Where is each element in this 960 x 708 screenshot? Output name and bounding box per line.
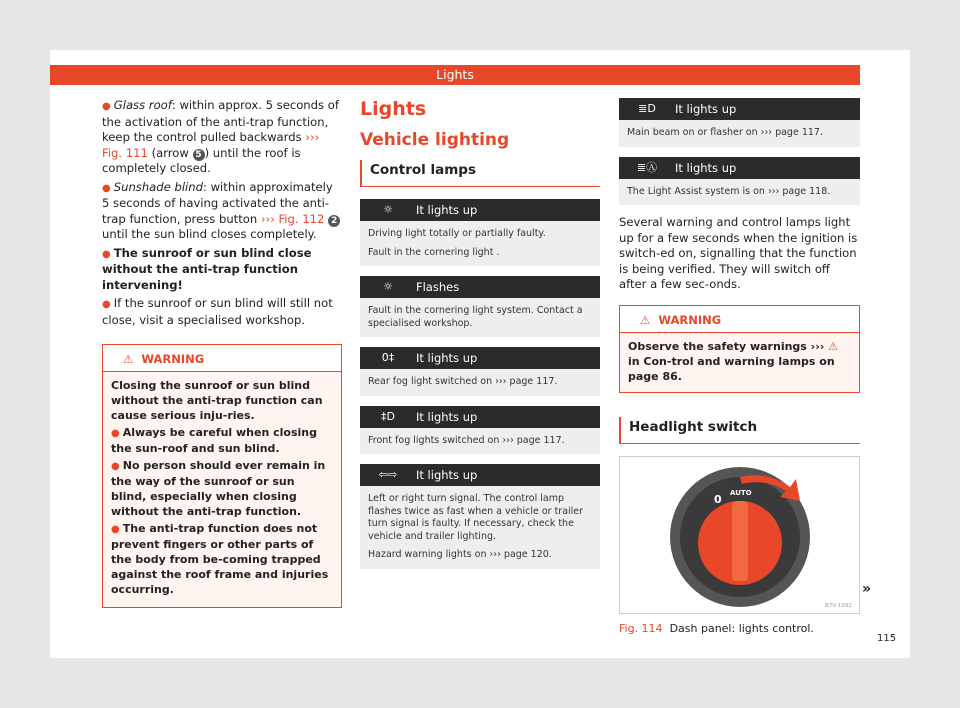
- lamp-header: [360, 276, 600, 298]
- info-paragraph: Several warning and control lamps light up for a few seconds when the ignition is switch-ed on, signalling that the function is being verified. They will switch off after a few sec-onds.: [619, 215, 858, 291]
- lamp-list: [619, 98, 860, 205]
- column-2: [360, 98, 600, 579]
- figure-caption: [619, 622, 860, 635]
- bullet-icon: ●: [111, 428, 120, 439]
- lamp-icon: ☼: [383, 280, 393, 293]
- header-bar: [50, 65, 860, 85]
- lamp-status: It lights up: [416, 468, 478, 482]
- lamp-text: Driving light totally or partially faulty.: [368, 228, 546, 239]
- bullet-glass-roof: [102, 98, 342, 177]
- lamp-text: Hazard warning lights on ››› page 120.: [368, 549, 552, 560]
- lamp-header: [360, 199, 600, 221]
- caption-ref: Fig. 114: [619, 621, 663, 635]
- bullet-warning-note: [102, 246, 342, 294]
- control-lamps-heading: Control lamps: [360, 160, 600, 187]
- text: (arrow: [147, 145, 193, 160]
- lamp-text: The Light Assist system is on ››› page 118.: [627, 185, 831, 197]
- lamp-icon: ≣D: [638, 102, 656, 115]
- warning-box: [619, 305, 860, 393]
- warning-header: [103, 345, 341, 372]
- lamp-status: It lights up: [416, 203, 478, 217]
- callout-number: 2: [328, 215, 340, 227]
- lamp-status: It lights up: [675, 160, 737, 175]
- text: If the sunroof or sun blind will still not close, visit a specialised workshop.: [102, 296, 333, 327]
- position-auto-label: AUTO: [730, 488, 752, 497]
- warning-bullet: [111, 425, 333, 456]
- lamp-status: It lights up: [416, 351, 478, 365]
- caption-text: Dash panel: lights control.: [669, 621, 814, 635]
- text: The anti-trap function does not prevent fingers or other parts of the body from be-coming trapped against the roof frame and injuries occurring.: [111, 522, 329, 596]
- lamp-description: [360, 298, 600, 337]
- lamp-icon: ☼: [383, 203, 393, 216]
- lamp-status: Flashes: [416, 280, 460, 294]
- lamp-header: [360, 347, 600, 369]
- bullet-icon: ●: [102, 101, 111, 112]
- warning-title: WARNING: [658, 312, 722, 327]
- lamp-header: [360, 406, 600, 428]
- lamp-description: [360, 221, 600, 266]
- callout-number: 5: [193, 149, 205, 161]
- text: The sunroof or sun blind close without the anti-trap function intervening!: [102, 245, 312, 292]
- page-number: 115: [877, 633, 897, 644]
- term: Glass roof: [113, 98, 172, 112]
- lamp-icon: ⇦⇨: [378, 468, 398, 481]
- text: ) until the roof is completely closed.: [102, 145, 301, 175]
- warning-text: Closing the sunroof or sun blind without the anti-trap function can cause serious inju-ries.: [111, 379, 323, 422]
- header-title: Lights: [436, 67, 474, 82]
- lamp-status: It lights up: [675, 102, 737, 116]
- warning-body: [103, 372, 341, 607]
- section-title: Lights: [360, 98, 427, 120]
- subsection-title: Vehicle lighting: [360, 130, 510, 150]
- text: until the sun blind closes completely.: [102, 227, 317, 241]
- text: : within approximately 5 seconds of having activated the anti-trap function, press button: [102, 179, 333, 226]
- bullet-icon: ●: [102, 182, 111, 194]
- warning-triangle-icon: ⚠: [123, 352, 134, 366]
- light-switch-illustration: [620, 457, 859, 613]
- lamp-description: [619, 179, 860, 206]
- text: Observe the safety warnings ›››: [628, 339, 829, 353]
- bullet-icon: ●: [111, 524, 120, 535]
- bullet-workshop: [102, 296, 342, 328]
- position-0-label: 0: [714, 492, 722, 506]
- lamp-list: [360, 199, 600, 569]
- lamp-description: [360, 486, 600, 569]
- lamp-description: [360, 369, 600, 396]
- headlight-switch-heading: Headlight switch: [619, 417, 860, 444]
- warning-body: [620, 333, 859, 392]
- figure-code: B7V-1092: [825, 602, 852, 609]
- warning-header: [620, 306, 859, 333]
- text: No person should ever remain in the way of the sunroof or sun blind, especially when closing without the anti-trap function.: [111, 459, 326, 518]
- warning-triangle-icon: ⚠: [640, 312, 651, 327]
- lamp-header: [619, 157, 860, 179]
- lamp-icon: ‡D: [381, 409, 395, 423]
- column-1: [102, 98, 342, 608]
- lamp-icon: ≣Ⓐ: [636, 160, 658, 174]
- lamp-text: Front fog lights switched on ››› page 117.: [368, 434, 565, 446]
- bullet-icon: ●: [102, 248, 111, 260]
- bullet-icon: ●: [102, 299, 111, 310]
- fig-link[interactable]: ››› Fig. 111: [102, 130, 320, 160]
- warning-bullet: [111, 458, 333, 519]
- text: Always be careful when closing the sun-roof and sun blind.: [111, 426, 318, 455]
- lamp-text: Main beam on or flasher on ››› page 117.: [627, 127, 823, 138]
- lamp-icon: 0‡: [381, 351, 395, 364]
- bullet-sunshade: [102, 180, 342, 243]
- lamp-description: [360, 428, 600, 455]
- headlight-switch-figure: [619, 456, 860, 614]
- lamp-text: Left or right turn signal. The control lamp flashes twice as fast when a vehicle or trailer turn signal is faulty. If necessary, check the vehicle and trailer lighting.: [368, 493, 584, 542]
- continued-marker: »: [862, 581, 872, 597]
- lamp-text: Fault in the cornering light system. Contact a specialised workshop.: [368, 305, 583, 329]
- column-3: [619, 98, 860, 635]
- lamp-text: Fault in the cornering light .: [368, 246, 500, 258]
- lamp-description: [619, 120, 860, 147]
- lamp-header: [360, 464, 600, 486]
- lamp-header: [619, 98, 860, 120]
- lamp-status: It lights up: [416, 409, 478, 424]
- warning-triangle-icon: ⚠: [828, 339, 838, 353]
- text: : within approx. 5 seconds of the activation of the anti-trap function, keep the control pulled backwards: [102, 98, 339, 144]
- term: Sunshade blind: [113, 179, 203, 194]
- warning-title: WARNING: [141, 352, 205, 366]
- warning-box: [102, 344, 342, 608]
- bullet-icon: ●: [111, 461, 120, 472]
- text: in Con-trol and warning lamps on page 86.: [628, 354, 835, 383]
- lamp-text: Rear fog light switched on ››› page 117.: [368, 376, 558, 387]
- fig-link[interactable]: ››› Fig. 112: [260, 211, 325, 226]
- warning-bullet: [111, 521, 333, 597]
